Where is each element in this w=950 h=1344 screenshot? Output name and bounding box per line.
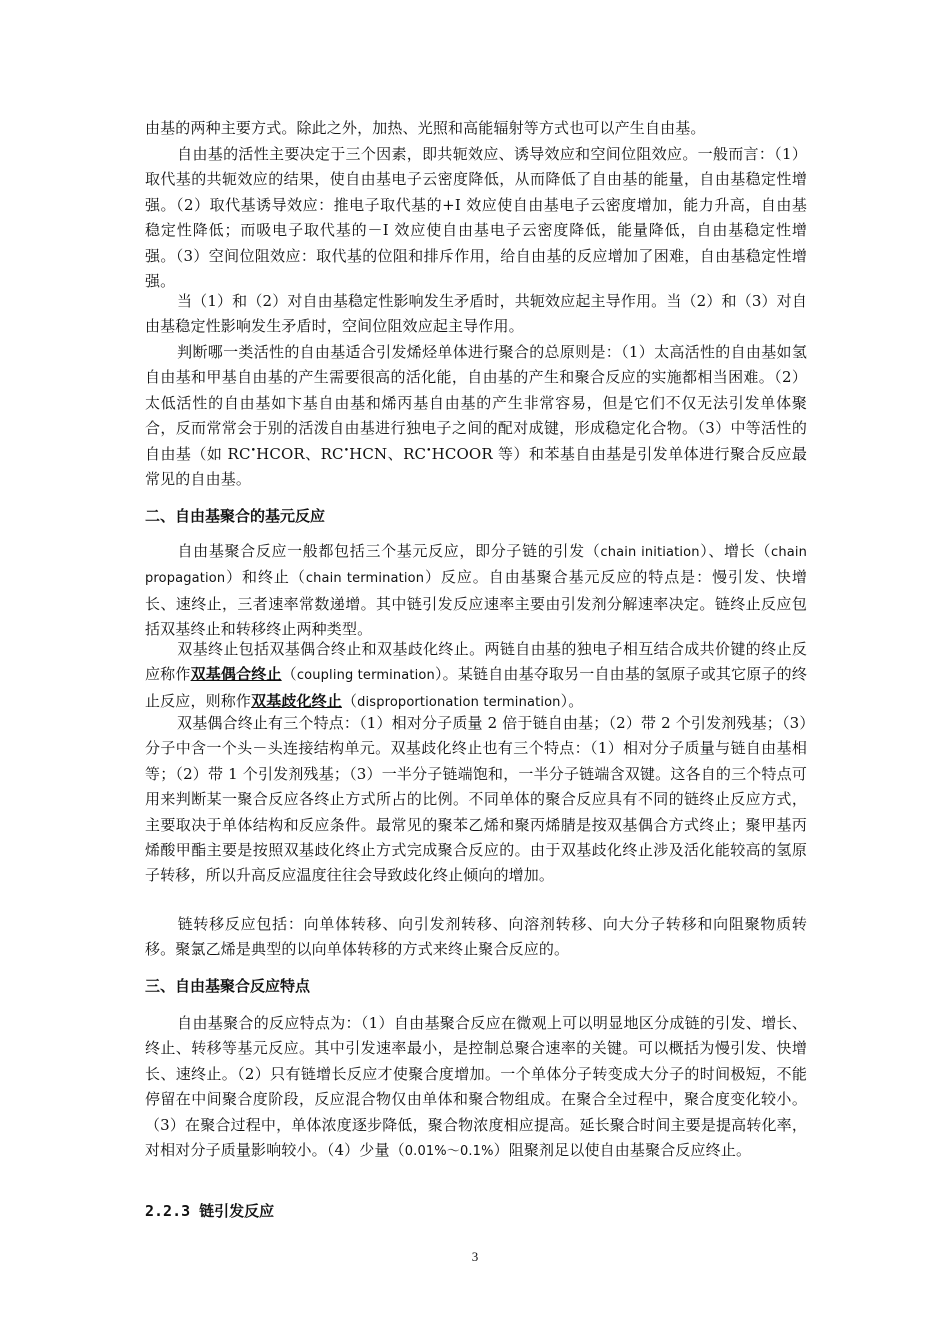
paragraph-selection-principle: 判断哪一类活性的自由基适合引发烯烃单体进行聚合的总原则是：（1）太高活性的自由基如氢自由基和甲基自由基的产生需要很高的活化能，自由基的产生和聚合反应的实施都相当困难。（2）太低活性的自由基如卞基自由基和烯丙基自由基的产生非常容易，但是它们不仅无法引发单体聚合，反而常常会于别的活泼自由基进行独电子之间的配对成键，形成稳定化合物。（3）中等活性的自由基（如 RC•HCOR、RC•HCN、RC•HCOOR 等）和苯基自由基是引发单体进行聚合反应最常见的自由基。	[145, 343, 807, 489]
paragraph-chain-transfer: 链转移反应包括：向单体转移、向引发剂转移、向溶剂转移、向大分子转移和向阻聚物质转移。聚氯乙烯是典型的以向单体转移的方式来终止聚合反应的。	[145, 915, 807, 959]
page-number: 3	[471, 1249, 479, 1264]
paragraph-termination-features: 双基偶合终止有三个特点：（1）相对分子质量 2 倍于链自由基；（2）带 2 个引发剂残基；（3）分子中含一个头－头连接结构单元。双基歧化终止也有三个特点：（1）相对分子质量与链自由基相等；（2）带 1 个引发剂残基；（3）一半分子链端饱和，一半分子链端含双键。这各自的三个特点可用来判断某一聚合反应各终止方式所占的比例。不同单体的聚合反应具有不同的链终止反应方式，主要取决于单体结构和反应条件。最常见的聚苯乙烯和聚丙烯腈是按双基偶合方式终止；聚甲基丙烯酸甲酯主要是按照双基歧化终止方式完成聚合反应的。由于双基歧化终止涉及活化能较高的氢原子转移，所以升高反应温度往往会导致歧化终止倾向的增加。	[145, 714, 807, 885]
term-coupling-termination: 双基偶合终止	[190, 665, 282, 684]
paragraph-bimolecular-termination: 双基终止包括双基偶合终止和双基歧化终止。两链自由基的独电子相互结合成共价键的终止反应称作双基偶合终止（coupling termination）。某链自由基夺取另一自由基的氢原子或其它原子的终止反应，则称作双基歧化终止（disproportionation termination）。	[145, 640, 808, 710]
paragraph-polymerization-features: 自由基聚合的反应特点为：（1）自由基聚合反应在微观上可以明显地区分成链的引发、增长、终止、转移等基元反应。其中引发速率最小，是控制总聚合速率的关键。可以概括为慢引发、快增长、速终止。（2）只有链增长反应才使聚合度增加。一个单体分子转变成大分子的时间极短，不能停留在中间聚合度阶段，反应混合物仅由单体和聚合物组成。在聚合全过程中，聚合度变化较小。（3）在聚合过程中，单体浓度逐步降低，聚合物浓度相应提高。延长聚合时间主要是提高转化率，对相对分子质量影响较小。（4）少量（0.01%～0.1%）阻聚剂足以使自由基聚合反应终止。	[145, 1014, 807, 1160]
paragraph-radical-generation: 由基的两种主要方式。除此之外，加热、光照和高能辐射等方式也可以产生自由基。	[145, 119, 706, 137]
section-heading-polymerization-features: 三、自由基聚合反应特点	[145, 977, 311, 995]
paragraph-radical-activity: 自由基的活性主要决定于三个因素，即共轭效应、诱导效应和空间位阻效应。一般而言：（1）取代基的共轭效应的结果，使自由基电子云密度降低，从而降低了自由基的能量，自由基稳定性增强。（2）取代基诱导效应：推电子取代基的+I 效应使自由基电子云密度增加，能力升高，自由基稳定性降低；而吸电子取代基的－I 效应使自由基电子云密度降低，能量降低，自由基稳定性增强。（3）空间位阻效应：取代基的位阻和排斥作用，给自由基的反应增加了困难，自由基稳定性增强。	[145, 145, 807, 291]
section-heading-elementary-reactions: 二、自由基聚合的基元反应	[145, 507, 326, 525]
subsection-heading-chain-initiation: 2.2.3 链引发反应	[145, 1202, 275, 1220]
paragraph-conflict-rules: 当（1）和（2）对自由基稳定性影响发生矛盾时，共轭效应起主导作用。当（2）和（3）对自由基稳定性影响发生矛盾时，空间位阻效应起主导作用。	[145, 292, 807, 336]
term-disproportionation-termination: 双基歧化终止	[251, 691, 342, 710]
paragraph-elementary-reactions: 自由基聚合反应一般都包括三个基元反应，即分子链的引发（chain initiation）、增长（chain propagation）和终止（chain termination）反应。自由基聚合基元反应的特点是：慢引发、快增长、速终止，三者速率常数递增。其中链引发反应速率主要由引发剂分解速率决定。链终止反应包括双基终止和转移终止两种类型。	[145, 542, 808, 639]
